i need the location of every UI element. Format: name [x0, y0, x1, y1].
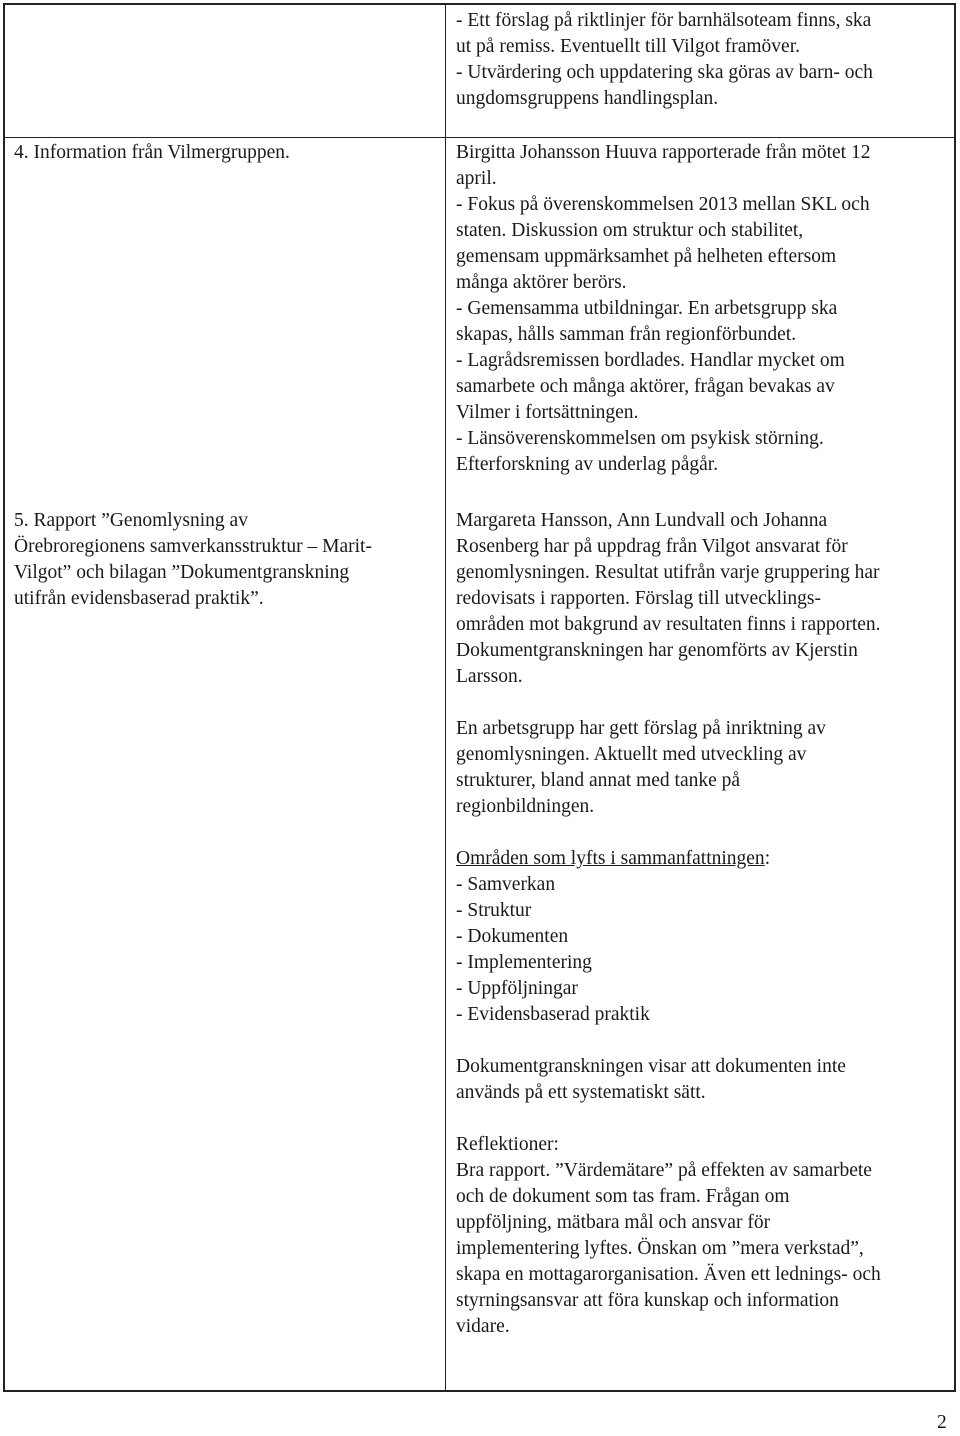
item-5-heading-line: Vilgot” och bilagan ”Dokumentgranskning: [14, 562, 350, 583]
list-item: - Evidensbaserad praktik: [456, 1004, 650, 1025]
list-item: - Samverkan: [456, 874, 556, 895]
list-item: - Dokumenten: [456, 926, 569, 947]
text-line: områden mot bakgrund av resultaten finns i rapporten.: [456, 614, 881, 635]
item-5-heading-line: Örebroregionens samverkansstruktur – Marit-: [14, 536, 372, 557]
spacer: [456, 1028, 956, 1054]
item-5-heading-line: 5. Rapport ”Genomlysning av: [14, 510, 248, 531]
text-line: - Lagrådsremissen bordlades. Handlar mycket om: [456, 350, 845, 371]
list-item: - Implementering: [456, 952, 592, 973]
text-line: skapas, hålls samman från regionförbundet.: [456, 324, 797, 345]
text-line: - Ett förslag på riktlinjer för barnhälsoteam finns, ska: [456, 10, 872, 31]
text-line: regionbildningen.: [456, 796, 595, 817]
text-line: - Länsöverenskommelsen om psykisk störning.: [456, 428, 824, 449]
areas-heading-line: [456, 846, 956, 872]
text-line: skapa en mottagarorganisation. Även ett lednings- och: [456, 1264, 881, 1285]
text-line: ungdomsgruppens handlingsplan.: [456, 88, 719, 109]
text-line: ut på remiss. Eventuellt till Vilgot framöver.: [456, 36, 800, 57]
areas-heading: Områden som lyfts i sammanfattningen: [456, 848, 765, 869]
text-line: många aktörer berörs.: [456, 272, 627, 293]
text-line: vidare.: [456, 1316, 510, 1337]
text-line: - Fokus på överenskommelsen 2013 mellan SKL och: [456, 194, 870, 215]
text-line: En arbetsgrupp har gett förslag på inriktning av: [456, 718, 826, 739]
text-line: Rosenberg har på uppdrag från Vilgot ansvarat för: [456, 536, 848, 557]
text-line: och de dokument som tas fram. Frågan om: [456, 1186, 790, 1207]
item-5-notes-cell: [456, 508, 956, 1340]
text-line: redovisats i rapporten. Förslag till utvecklings-: [456, 588, 822, 609]
spacer: [456, 1106, 956, 1132]
text-line: styrningsansvar att föra kunskap och information: [456, 1290, 839, 1311]
text-line: Dokumentgranskningen har genomförts av Kjerstin: [456, 640, 858, 661]
page-number: 2: [937, 1412, 947, 1433]
list-item: - Uppföljningar: [456, 978, 578, 999]
text-line: implementering lyftes. Önskan om ”mera verkstad”,: [456, 1238, 864, 1259]
reflections-heading: Reflektioner:: [456, 1134, 559, 1155]
text-line: strukturer, bland annat med tanke på: [456, 770, 741, 791]
item-4-heading-cell: [14, 140, 434, 166]
item-4-heading: 4. Information från Vilmergruppen.: [14, 142, 290, 163]
text-line: Dokumentgranskningen visar att dokumenten inte: [456, 1056, 846, 1077]
text-line: april.: [456, 168, 497, 189]
list-item: - Struktur: [456, 900, 532, 921]
text-line: gemensam uppmärksamhet på helheten eftersom: [456, 246, 837, 267]
continued-notes-cell: [456, 8, 956, 112]
item-5-heading-line: utifrån evidensbaserad praktik”.: [14, 588, 264, 609]
text-line: - Utvärdering och uppdatering ska göras av barn- och: [456, 62, 873, 83]
text-line: uppföljning, mätbara mål och ansvar för: [456, 1212, 771, 1233]
item-5-heading-cell: [14, 508, 434, 612]
text-line: Larsson.: [456, 666, 523, 687]
text-line: Birgitta Johansson Huuva rapporterade från mötet 12: [456, 142, 871, 163]
text-line: genomlysningen. Resultat utifrån varje gruppering har: [456, 562, 880, 583]
text-line: genomlysningen. Aktuellt med utveckling av: [456, 744, 807, 765]
spacer: [456, 820, 956, 846]
text-line: Margareta Hansson, Ann Lundvall och Johanna: [456, 510, 828, 531]
column-divider: [445, 5, 446, 1390]
text-line: samarbete och många aktörer, frågan bevakas av: [456, 376, 835, 397]
text-line: staten. Diskussion om struktur och stabilitet,: [456, 220, 804, 241]
spacer: [456, 690, 956, 716]
text-line: Efterforskning av underlag pågår.: [456, 454, 719, 475]
minutes-table: [3, 3, 956, 1392]
item-4-notes-cell: [456, 140, 956, 478]
row-divider: [5, 137, 954, 138]
areas-heading-colon: :: [764, 848, 771, 869]
text-line: - Gemensamma utbildningar. En arbetsgrupp ska: [456, 298, 838, 319]
text-line: Bra rapport. ”Värdemätare” på effekten av samarbete: [456, 1160, 872, 1181]
text-line: Vilmer i fortsättningen.: [456, 402, 639, 423]
text-line: används på ett systematiskt sätt.: [456, 1082, 706, 1103]
